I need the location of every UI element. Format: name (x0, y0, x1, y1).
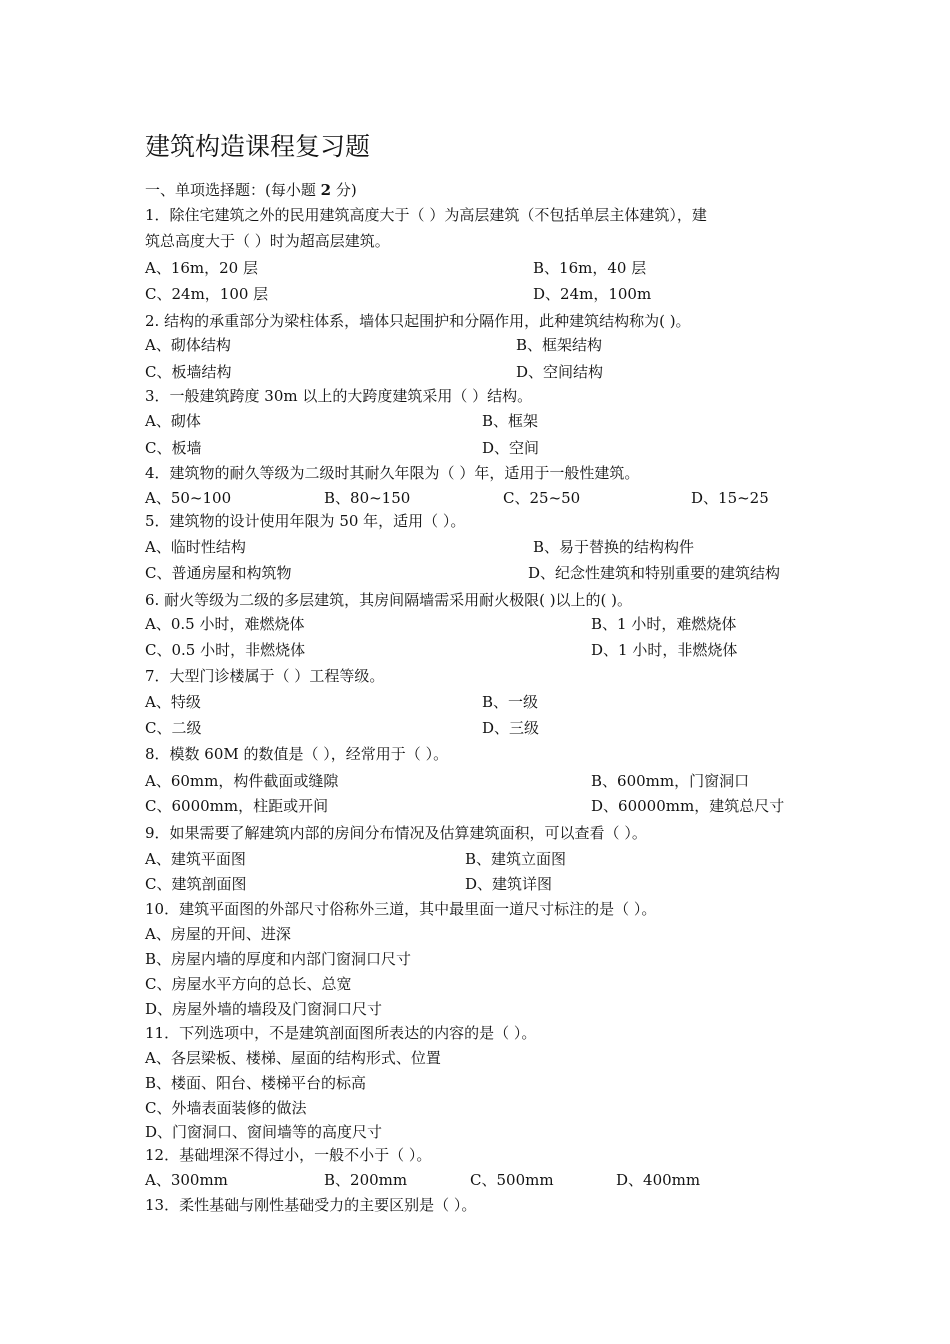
question-13-stem: 13．柔性基础与刚性基础受力的主要区别是（ ）。 (145, 1196, 477, 1214)
question-4-option-c: C、25~50 (503, 489, 581, 507)
question-1-stem-line-1: 1．除住宅建筑之外的民用建筑高度大于（ ）为高层建筑（不包括单层主体建筑），建 (145, 206, 707, 224)
section-heading-points: 2 (320, 181, 332, 199)
question-11-option-a: A、各层梁板、楼梯、屋面的结构形式、位置 (145, 1049, 441, 1067)
question-12-option-d: D、400mm (616, 1171, 701, 1189)
question-1-option-a: A、16m，20 层 (145, 259, 258, 277)
question-2-option-c: C、板墙结构 (145, 363, 232, 381)
question-10-option-d: D、房屋外墙的墙段及门窗洞口尺寸 (145, 1000, 383, 1018)
question-8-stem: 8．模数 60M 的数值是（ ），经常用于（ ）。 (145, 745, 449, 763)
question-12-option-c: C、500mm (470, 1171, 554, 1189)
section-heading-prefix: 一、单项选择题：(每小题 (145, 181, 321, 199)
question-3-option-d: D、空间 (482, 439, 540, 457)
section-heading-suffix: 分) (331, 181, 357, 199)
question-7-option-a: A、特级 (145, 693, 201, 711)
question-5-option-d: D、纪念性建筑和特别重要的建筑结构 (528, 564, 781, 582)
question-4-option-b: B、80~150 (324, 489, 411, 507)
question-3-option-a: A、砌体 (145, 412, 201, 430)
question-6-option-b: B、1 小时，难燃烧体 (591, 615, 737, 633)
question-8-option-b: B、600mm，门窗洞口 (591, 772, 750, 790)
question-9-option-b: B、建筑立面图 (465, 850, 567, 868)
question-2-option-d: D、空间结构 (516, 363, 604, 381)
question-1-stem-line-2: 筑总高度大于（ ）时为超高层建筑。 (145, 232, 390, 250)
question-10-option-a: A、房屋的开间、进深 (145, 925, 291, 943)
question-7-option-b: B、一级 (482, 693, 539, 711)
question-8-option-c: C、6000mm，柱距或开间 (145, 797, 329, 815)
question-5-stem: 5．建筑物的设计使用年限为 50 年，适用（ ）。 (145, 512, 466, 530)
question-9-option-d: D、建筑详图 (465, 875, 553, 893)
section-heading (145, 180, 357, 200)
question-5-option-a: A、临时性结构 (145, 538, 246, 556)
question-11-option-d: D、门窗洞口、窗间墙等的高度尺寸 (145, 1123, 383, 1141)
question-12-option-a: A、300mm (145, 1171, 228, 1189)
question-7-option-c: C、二级 (145, 719, 202, 737)
document-title: 建筑构造课程复习题 (145, 132, 371, 161)
question-6-stem: 6. 耐火等级为二级的多层建筑，其房间隔墙需采用耐火极限( )以上的( )。 (145, 591, 633, 609)
question-11-option-b: B、楼面、阳台、楼梯平台的标高 (145, 1074, 367, 1092)
question-8-option-a: A、60mm，构件截面或缝隙 (145, 772, 339, 790)
question-9-option-a: A、建筑平面图 (145, 850, 246, 868)
question-11-stem: 11．下列选项中，不是建筑剖面图所表达的内容的是（ ）。 (145, 1024, 537, 1042)
question-10-option-b: B、房屋内墙的厚度和内部门窗洞口尺寸 (145, 950, 412, 968)
question-5-option-c: C、普通房屋和构筑物 (145, 564, 292, 582)
question-6-option-d: D、1 小时，非燃烧体 (591, 641, 738, 659)
question-3-stem: 3．一般建筑跨度 30m 以上的大跨度建筑采用（ ）结构。 (145, 387, 533, 405)
question-5-option-b: B、易于替换的结构构件 (533, 538, 695, 556)
question-6-option-c: C、0.5 小时，非燃烧体 (145, 641, 306, 659)
question-9-stem: 9．如果需要了解建筑内部的房间分布情况及估算建筑面积，可以查看（ ）。 (145, 824, 647, 842)
question-10-stem: 10．建筑平面图的外部尺寸俗称外三道，其中最里面一道尺寸标注的是（ ）。 (145, 900, 657, 918)
question-4-option-a: A、50~100 (145, 489, 232, 507)
question-4-stem: 4．建筑物的耐久等级为二级时其耐久年限为（ ）年，适用于一般性建筑。 (145, 464, 640, 482)
question-7-option-d: D、三级 (482, 719, 540, 737)
question-2-option-a: A、砌体结构 (145, 336, 231, 354)
question-12-option-b: B、200mm (324, 1171, 408, 1189)
question-1-option-d: D、24m，100m (533, 285, 652, 303)
question-2-stem: 2. 结构的承重部分为梁柱体系，墙体只起围护和分隔作用，此种建筑结构称为( )。 (145, 312, 691, 330)
question-11-option-c: C、外墙表面装修的做法 (145, 1099, 307, 1117)
question-1-option-c: C、24m，100 层 (145, 285, 269, 303)
question-3-option-b: B、框架 (482, 412, 539, 430)
question-6-option-a: A、0.5 小时，难燃烧体 (145, 615, 305, 633)
question-7-stem: 7．大型门诊楼属于（ ）工程等级。 (145, 667, 385, 685)
question-10-option-c: C、房屋水平方向的总长、总宽 (145, 975, 352, 993)
question-12-stem: 12．基础埋深不得过小，一般不小于（ ）。 (145, 1146, 432, 1164)
question-9-option-c: C、建筑剖面图 (145, 875, 247, 893)
question-8-option-d: D、60000mm，建筑总尺寸 (591, 797, 785, 815)
question-1-option-b: B、16m，40 层 (533, 259, 647, 277)
question-3-option-c: C、板墙 (145, 439, 202, 457)
question-4-option-d: D、15~25 (691, 489, 769, 507)
question-2-option-b: B、框架结构 (516, 336, 603, 354)
